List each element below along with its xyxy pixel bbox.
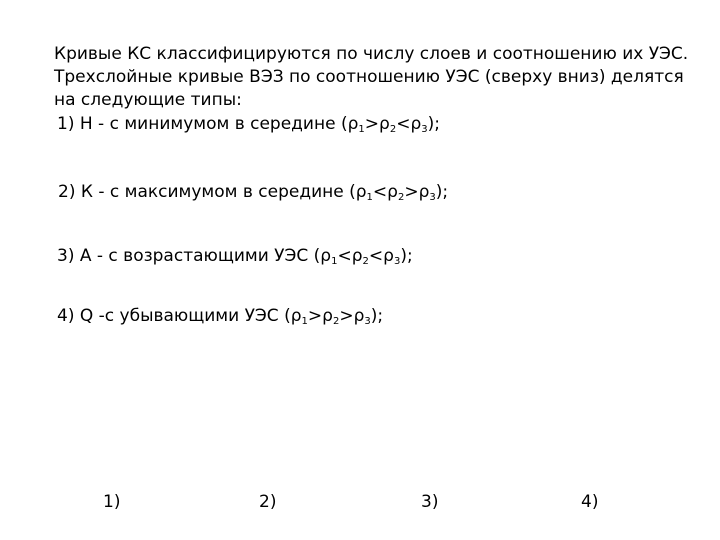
- curve-type-q: 4) Q -с убывающими УЭС $(\rho_1>\rho_2>\rho_3)$;: [57, 306, 384, 327]
- figure-label-4: 4): [581, 492, 599, 512]
- item-text: 2) К - с максимумом в середине (: [58, 182, 356, 202]
- item-text: 4) Q -с убывающими УЭС (: [57, 306, 291, 326]
- curve-type-h: 1) Н - с минимумом в середине $(\rho_1>\rho_2<\rho_3)$;: [57, 114, 440, 135]
- curve-type-a: 3) А - с возрастающими УЭС $(\rho_1<\rho_2<\rho_3)$;: [57, 246, 413, 267]
- curve-type-k: 2) К - с максимумом в середине $(\rho_1<\rho_2>\rho_3)$;: [58, 182, 449, 203]
- item-text: 1) Н - с минимумом в середине (: [57, 114, 348, 134]
- figure-label-3: 3): [421, 492, 439, 512]
- item-text: 3) А - с возрастающими УЭС (: [57, 246, 321, 266]
- figure-label-1: 1): [103, 492, 121, 512]
- figure-label-2: 2): [259, 492, 277, 512]
- intro-paragraph: Кривые КС классифицируются по числу слоев и соотношению их УЭС. Трехслойные кривые ВЭЗ по соотношению УЭС (сверху вниз) делятся на следующие типы:: [54, 44, 689, 110]
